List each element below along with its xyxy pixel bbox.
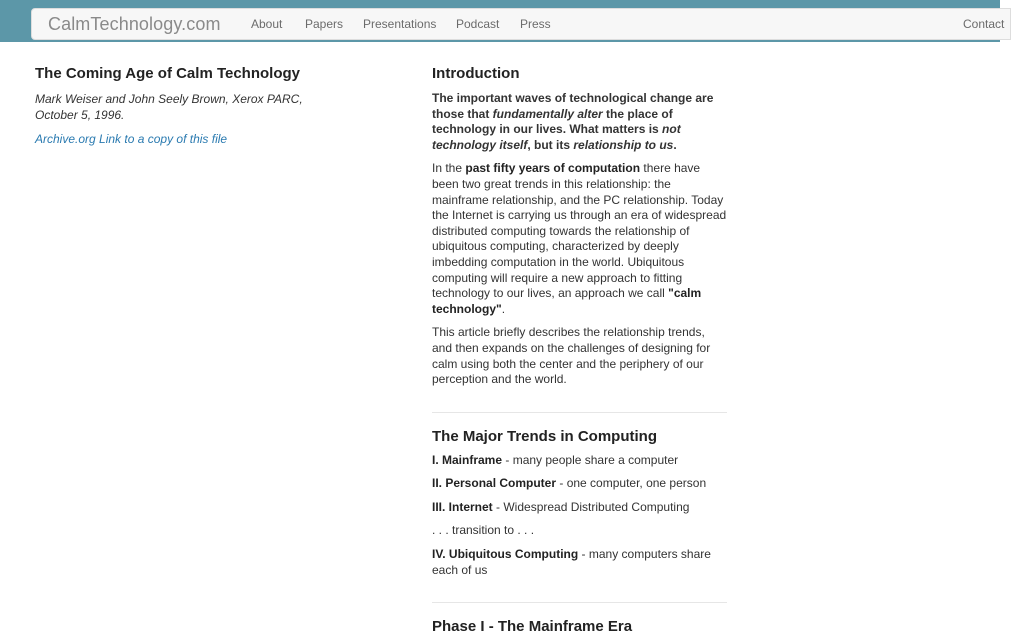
nav-link-podcast[interactable]: Podcast	[456, 17, 500, 31]
nav-link-about[interactable]: About	[251, 17, 283, 31]
article-authors: Mark Weiser and John Seely Brown, Xerox PARC, October 5, 1996.	[35, 92, 303, 122]
introduction-heading: Introduction	[432, 65, 520, 82]
article-sidebar	[35, 64, 335, 146]
nav-link-press[interactable]: Press	[520, 17, 551, 31]
section-divider	[432, 412, 727, 413]
archive-link[interactable]: Archive.org Link to a copy of this file	[35, 132, 228, 146]
top-navbar	[31, 8, 1011, 40]
trend-item-ubiquitous: IV. Ubiquitous Computing - many computers share each of us	[432, 547, 711, 577]
trend-item-internet: III. Internet - Widespread Distributed Computing	[432, 499, 690, 514]
trend-item-transition: . . . transition to . . .	[432, 523, 535, 538]
nav-link-contact[interactable]: Contact	[963, 17, 1005, 31]
trends-heading: The Major Trends in Computing	[432, 427, 657, 445]
summary-paragraph: This article briefly describes the relationship trends, and then expands on the challenges of designing for calm using both the center and the periphery of our perception and the world.	[432, 325, 711, 387]
phase-one-heading: Phase I - The Mainframe Era	[432, 618, 633, 636]
nav-link-papers[interactable]: Papers	[305, 17, 344, 31]
intro-lead-paragraph: The important waves of technological change are those that fundamentally alter the place of technology in our lives. What matters is not technology itself, but its relationship to us.	[432, 91, 714, 152]
site-brand-link[interactable]: CalmTechnology.com	[48, 14, 221, 34]
article-body	[432, 64, 727, 637]
nav-link-presentations[interactable]: Presentations	[363, 17, 437, 31]
trend-item-mainframe: I. Mainframe - many people share a computer	[432, 452, 679, 467]
trend-item-personal-computer: II. Personal Computer - one computer, one person	[432, 476, 707, 491]
article-title: The Coming Age of Calm Technology	[35, 65, 301, 82]
section-divider	[432, 602, 727, 603]
intro-paragraph: In the past fifty years of computation there have been two great trends in this relationship: the mainframe relationship, and the PC relationship. Today the Internet is carrying us through an era of widespread distributed computing towards the relationship of ubiquitous computing, characterized by deeply imbedding computation in the world. Ubiquitous computing will require a new approach to fitting technology to our lives, an approach we call "calm technology".	[432, 161, 727, 316]
